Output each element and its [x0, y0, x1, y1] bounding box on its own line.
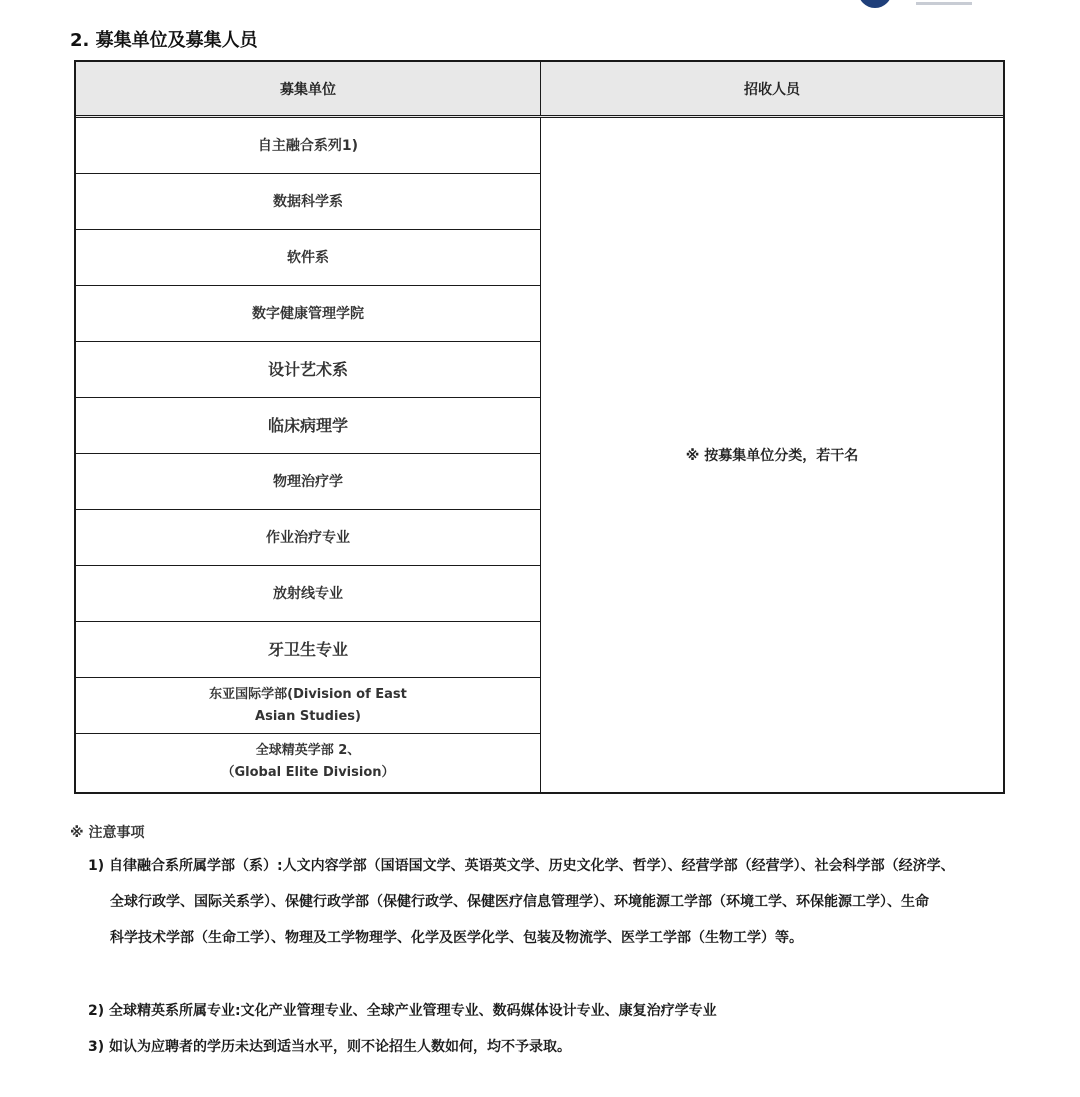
table-row: 作业治疗专业: [76, 510, 540, 566]
people-column: [541, 118, 1003, 792]
note-2: 2) 全球精英系所属专业:文化产业管理专业、全球产业管理专业、数码媒体设计专业、康复治疗学专业: [88, 1003, 717, 1019]
table-header: [76, 62, 1003, 118]
unit-global-line2: （Global Elite Division）: [221, 765, 395, 780]
table-row: 牙卫生专业: [76, 622, 540, 678]
university-logo: [858, 0, 898, 8]
notes-title: ※ 注意事项: [70, 825, 145, 841]
section-title: 2. 募集单位及募集人员: [70, 30, 258, 51]
note-1-line-1: 1) 自律融合系所属学部（系）:人文内容学部（国语国文学、英语英文学、历史文化学、哲学）、经营学部（经营学）、社会科学部（经济学、: [88, 858, 955, 874]
unit-global-line1: 全球精英学部 2、: [255, 743, 361, 758]
table-row: 放射线专业: [76, 566, 540, 622]
table-row: [76, 734, 540, 790]
table-row: 临床病理学: [76, 398, 540, 454]
table-row: 物理治疗学: [76, 454, 540, 510]
table-row: 自主融合系列1): [76, 118, 540, 174]
table-row: 数字健康管理学院: [76, 286, 540, 342]
recruitment-table: [74, 60, 1005, 794]
note-1-line-2: 全球行政学、国际关系学）、保健行政学部（保健行政学、保健医疗信息管理学）、环境能源工学部（环境工学、环保能源工学）、生命: [110, 894, 929, 910]
note-1: [88, 848, 1008, 956]
unit-east-asia-line1: 东亚国际学部(Division of East: [209, 686, 407, 702]
table-row: [76, 678, 540, 734]
table-row: 设计艺术系: [76, 342, 540, 398]
table-row: 软件系: [76, 230, 540, 286]
unit-east-asia-line2: Asian Studies): [255, 708, 361, 724]
table-row: 数据科学系: [76, 174, 540, 230]
unit-column: [76, 118, 541, 792]
recruit-note: ※ 按募集单位分类，若干名: [685, 448, 859, 464]
header-people: 招收人员: [744, 81, 800, 98]
university-wordmark: [916, 0, 972, 5]
note-3: 3) 如认为应聘者的学历未达到适当水平，则不论招生人数如何，均不予录取。: [88, 1039, 572, 1055]
university-seal-icon: [858, 0, 892, 8]
note-1-line-3: 科学技术学部（生命工学）、物理及工学物理学、化学及医学化学、包装及物流学、医学工学部（生物工学）等。: [110, 930, 803, 946]
header-unit: 募集单位: [76, 62, 541, 115]
